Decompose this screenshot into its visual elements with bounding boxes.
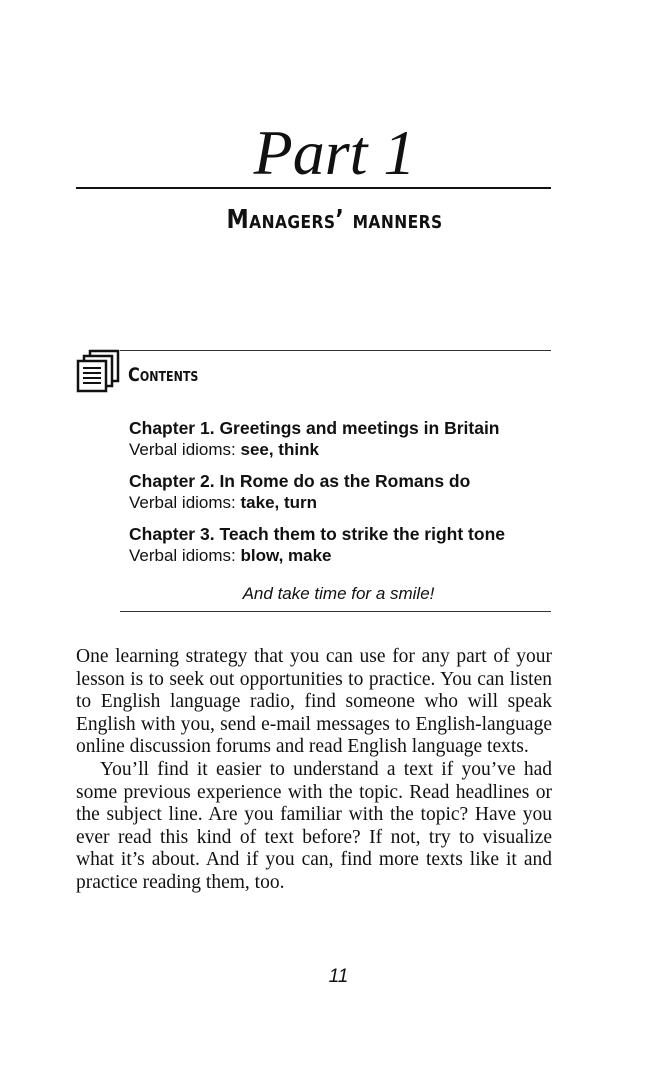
toc-idioms-line	[129, 545, 549, 567]
table-of-contents	[129, 418, 549, 577]
part-title: Part 1	[253, 117, 416, 188]
toc-idioms-label: Verbal idioms:	[129, 493, 241, 512]
toc-idioms-words: see, think	[240, 440, 319, 459]
toc-idioms-words: blow, make	[240, 546, 332, 565]
toc-entry	[129, 471, 549, 514]
toc-entry	[129, 524, 549, 567]
body-paragraph: One learning strategy that you can use for any part of your lesson is to seek out opportunities to practice. You can listen to English language radio, find someone who will speak English with you, send e-mail messages to English-language online discussion forums and read English language texts.	[76, 646, 552, 758]
toc-idioms-label: Verbal idioms:	[129, 440, 241, 459]
contents-heading: Contents	[128, 364, 199, 386]
page-number: 11	[328, 966, 349, 987]
toc-chapter-title: Chapter 3. Teach them to strike the right tone	[129, 524, 505, 544]
toc-entry	[129, 418, 549, 461]
part-subtitle: Managers’ manners	[226, 205, 443, 235]
body-text	[76, 646, 552, 895]
toc-idioms-line	[129, 439, 549, 461]
toc-chapter-title: Chapter 2. In Rome do as the Romans do	[129, 471, 471, 491]
toc-idioms-label: Verbal idioms:	[129, 546, 241, 565]
title-divider	[76, 187, 551, 189]
contents-top-divider	[120, 350, 551, 351]
contents-closing-line: And take time for a smile!	[242, 584, 435, 603]
stacked-documents-icon	[76, 349, 122, 393]
toc-idioms-words: take, turn	[240, 493, 318, 512]
contents-bottom-divider	[120, 611, 551, 612]
body-paragraph: You’ll find it easier to understand a text if you’ve had some previous experience with the topic. Read headlines or the subject line. Are you familiar with the topic? Have you ever read this kind of text before? If not, try to visualize what it’s about. And if you can, find more texts like it and practice reading them, too.	[76, 758, 552, 893]
toc-chapter-title: Chapter 1. Greetings and meetings in Britain	[129, 418, 500, 438]
toc-idioms-line	[129, 492, 549, 514]
